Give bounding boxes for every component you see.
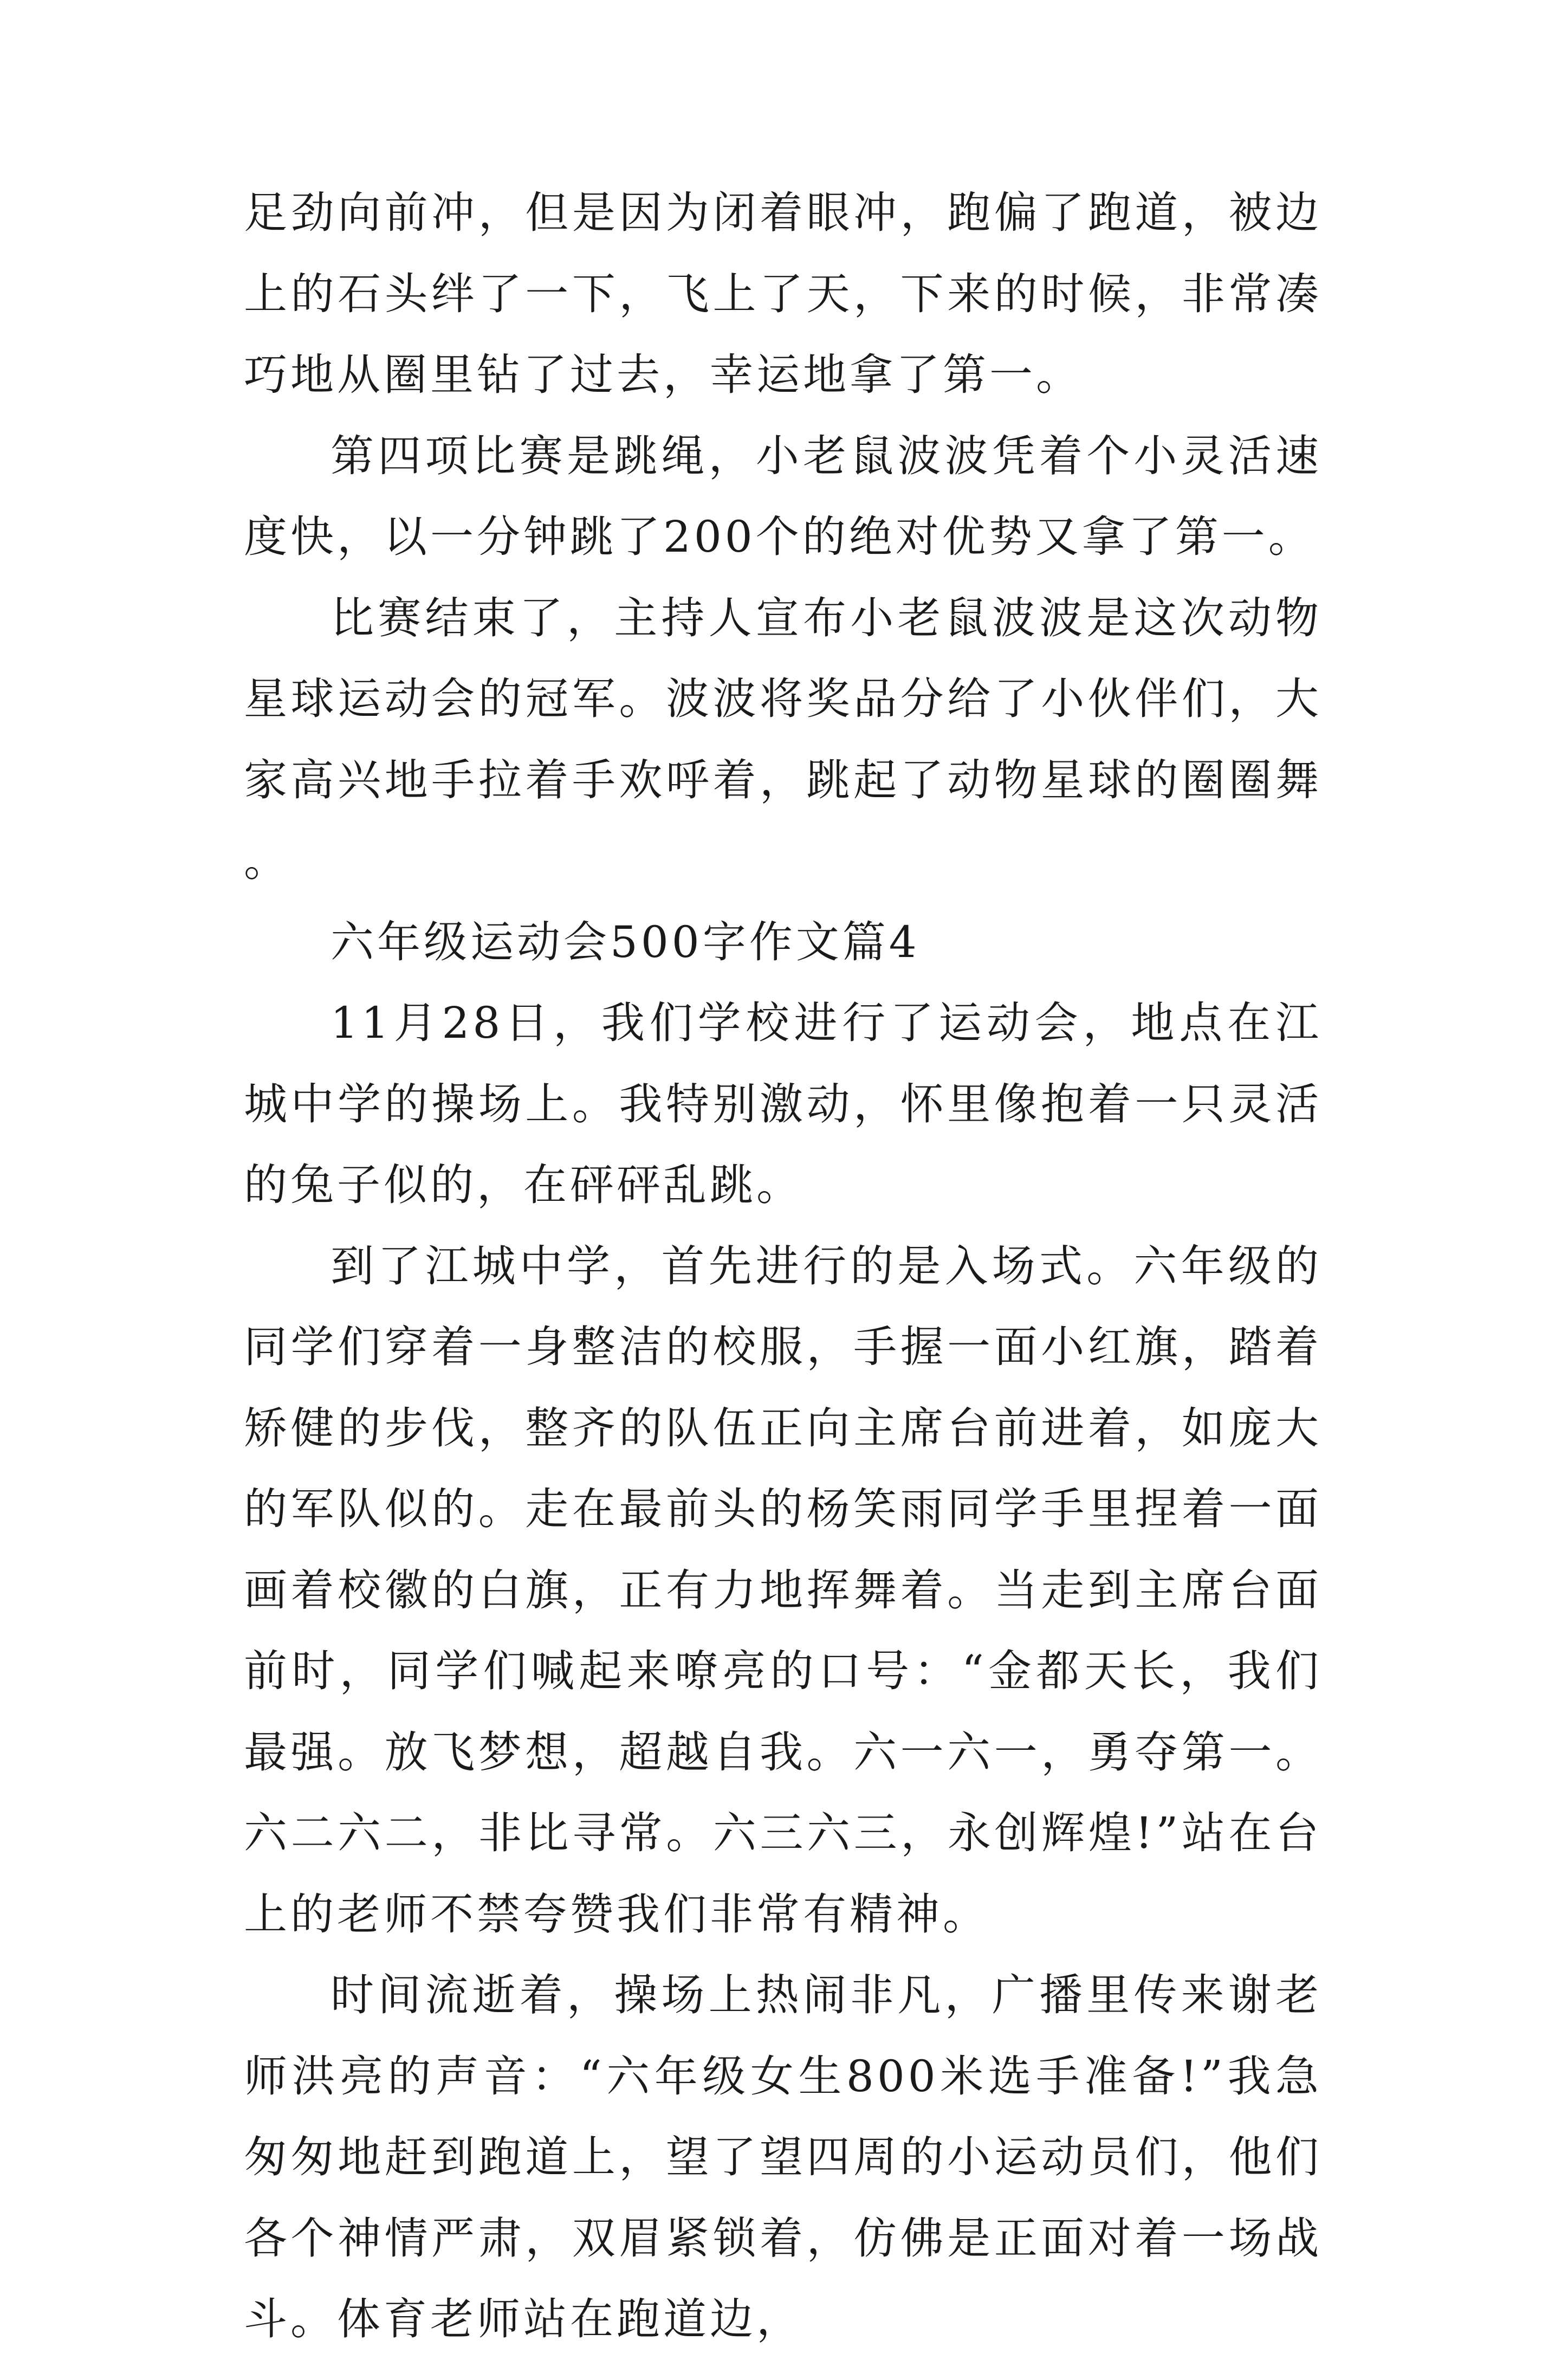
- section-title: 六年级运动会500字作文篇4: [331, 916, 920, 967]
- paragraph-race: 时间流逝着，操场上热闹非凡，广播里传来谢老师洪亮的声音：“六年级女生800米选手准备!”我急匆匆地赶到跑道上，望了望四周的小运动员们，他们各个神情严肃，双眉紧锁着，仿佛是正面对着一场战斗。体育老师站在跑道边，: [244, 1970, 1322, 2344]
- paragraph-jump-rope: 第四项比赛是跳绳，小老鼠波波凭着个小灵活速度快，以一分钟跳了200个的绝对优势又拿了第一。: [244, 430, 1322, 562]
- paragraph-entrance: 到了江城中学，首先进行的是入场式。六年级的同学们穿着一身整洁的校服，手握一面小红旗，踏着矫健的步伐，整齐的队伍正向主席台前进着，如庞大的军队似的。走在最前头的杨笑雨同学手里捏着一面画着校徽的白旗，正有力地挥舞着。当走到主席台面前时，同学们喊起来嘹亮的口号：“金都天长，我们最强。放飞梦想，超越自我。六一六一，勇夺第一。六二六二，非比寻常。六三六三，永创辉煌!”站在台上的老师不禁夸赞我们非常有精神。: [244, 1240, 1322, 1939]
- article-body: [244, 172, 1322, 2360]
- paragraph-intro: 11月28日，我们学校进行了运动会，地点在江城中学的操场上。我特别激动，怀里像抱着一只灵活的兔子似的，在砰砰乱跳。: [244, 998, 1322, 1210]
- paragraph-champion: 比赛结束了，主持人宣布小老鼠波波是这次动物星球运动会的冠军。波波将奖品分给了小伙伴们，大家高兴地手拉着手欢呼着，跳起了动物星球的圈圈舞。: [244, 592, 1322, 886]
- paragraph-continuation: 足劲向前冲，但是因为闭着眼冲，跑偏了跑道，被边上的石头绊了一下，飞上了天，下来的时候，非常凑巧地从圈里钻了过去，幸运地拿了第一。: [244, 187, 1322, 400]
